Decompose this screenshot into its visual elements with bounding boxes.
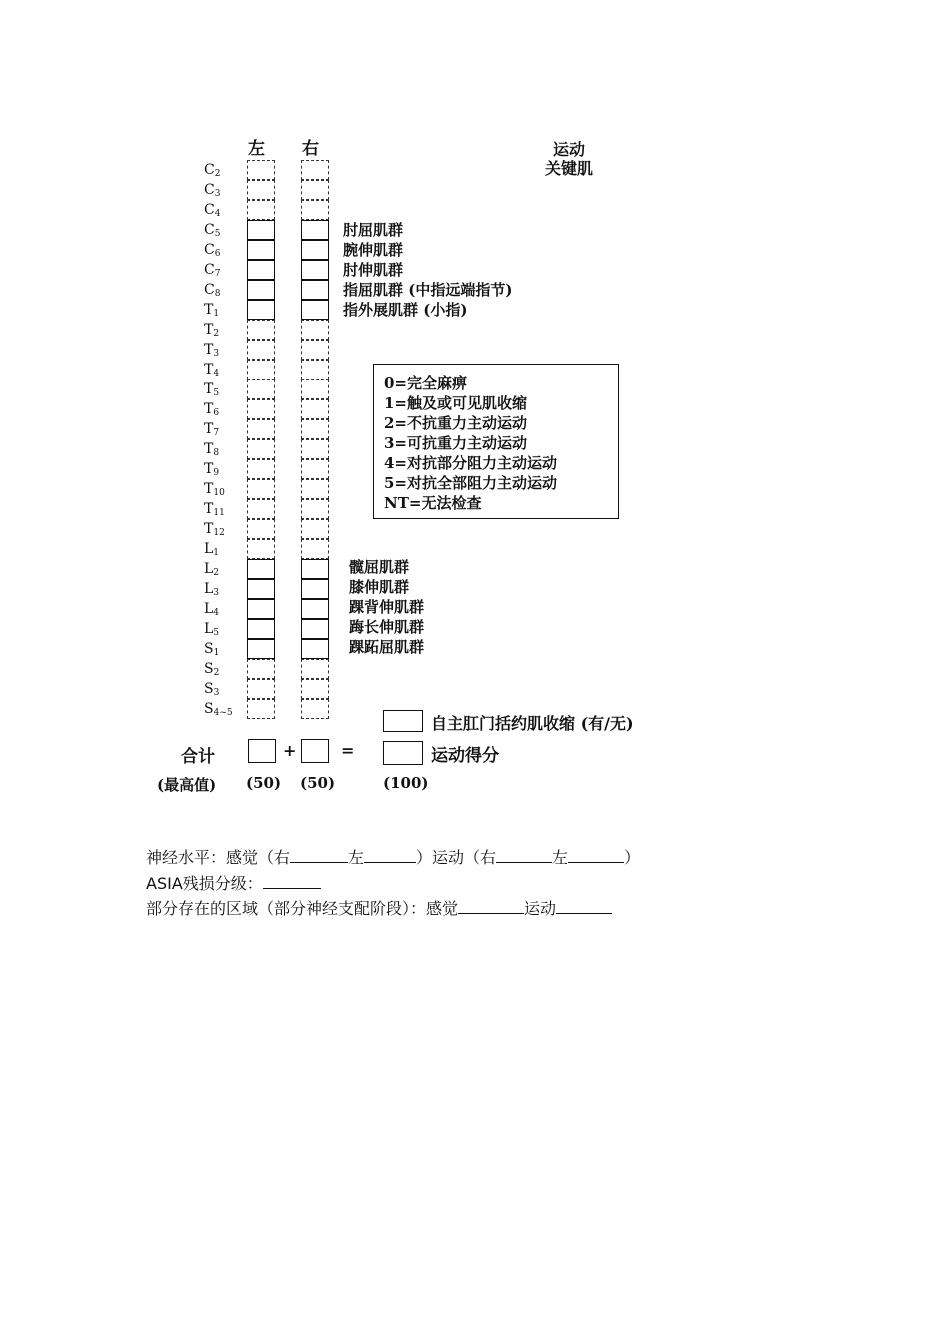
- legend-item: 1=触及或可见肌收缩: [384, 394, 528, 412]
- level-label: $L_3$: [204, 580, 220, 598]
- right-score-cell: [301, 439, 329, 459]
- left-score-cell: [247, 699, 275, 719]
- zpp-motor-blank[interactable]: [556, 897, 612, 914]
- motor-score-label: 运动得分: [431, 746, 499, 766]
- legend-item: 5=对抗全部阻力主动运动: [384, 474, 558, 492]
- legend-item: 0=完全麻痹: [384, 374, 468, 392]
- key-muscle-header: 关键肌: [545, 159, 594, 178]
- key-muscle-lower: 踝跖屈肌群: [349, 638, 425, 656]
- right-score-cell[interactable]: [301, 559, 329, 579]
- right-total-box[interactable]: [301, 739, 329, 763]
- left-score-cell[interactable]: [247, 280, 275, 300]
- right-score-cell[interactable]: [301, 300, 329, 320]
- level-label: $C_6$: [204, 241, 221, 259]
- asia-grade-line: ASIA残损分级：: [146, 872, 321, 896]
- level-label: $T_8$: [204, 441, 220, 459]
- right-score-cell[interactable]: [301, 220, 329, 240]
- left-score-cell[interactable]: [247, 599, 275, 619]
- left-score-cell: [247, 399, 275, 419]
- neuro-level-line: 神经水平：感觉（右 左 ）运动（右 左 ）: [146, 848, 641, 867]
- level-label: $S_2$: [204, 660, 220, 678]
- level-label: $T_2$: [204, 321, 220, 339]
- right-score-cell: [301, 519, 329, 539]
- key-muscle-upper: 腕伸肌群: [343, 241, 404, 259]
- level-label: $T_1$: [204, 301, 220, 319]
- level-label: $T_9$: [204, 461, 220, 479]
- left-score-cell: [247, 539, 275, 559]
- level-label: $S_1$: [204, 640, 220, 658]
- anal-contraction-box[interactable]: [383, 710, 423, 732]
- level-label: $C_4$: [204, 201, 221, 219]
- motor-left-blank[interactable]: [568, 846, 624, 863]
- max-right: (50): [300, 774, 336, 792]
- level-label: $T_5$: [204, 381, 220, 399]
- left-score-cell[interactable]: [247, 639, 275, 659]
- asia-grade-blank[interactable]: [263, 872, 321, 889]
- level-label: $C_8$: [204, 281, 221, 299]
- zpp-sensory-blank[interactable]: [458, 897, 524, 914]
- key-muscle-upper: 指外展肌群 (小指): [343, 301, 468, 319]
- left-score-cell[interactable]: [247, 220, 275, 240]
- level-label: $T_{11}$: [204, 501, 225, 519]
- level-label: $C_2$: [204, 162, 221, 179]
- legend-item: NT=无法检查: [384, 494, 482, 512]
- right-score-cell[interactable]: [301, 619, 329, 639]
- right-score-cell[interactable]: [301, 579, 329, 599]
- level-label: $L_1$: [204, 541, 220, 559]
- left-score-column: [247, 160, 275, 719]
- right-score-cell: [301, 499, 329, 519]
- level-label: $T_{12}$: [204, 521, 225, 539]
- left-score-cell: [247, 340, 275, 360]
- left-score-cell: [247, 499, 275, 519]
- motor-header: 运动: [553, 140, 586, 159]
- right-score-cell: [301, 320, 329, 340]
- anal-contraction-label: 自主肛门括约肌收缩 (有/无): [431, 714, 634, 733]
- right-score-cell[interactable]: [301, 260, 329, 280]
- level-label: $C_5$: [204, 221, 221, 239]
- left-score-cell: [247, 160, 275, 180]
- right-score-cell[interactable]: [301, 240, 329, 260]
- max-total: (100): [383, 774, 429, 792]
- level-label: $L_2$: [204, 561, 220, 578]
- partial-preservation-line: 部分存在的区域（部分神经支配阶段）：感觉 运动: [146, 897, 612, 921]
- left-score-cell[interactable]: [247, 240, 275, 260]
- right-score-cell: [301, 679, 329, 699]
- legend-item: 3=可抗重力主动运动: [384, 434, 528, 452]
- right-score-cell: [301, 360, 329, 380]
- left-score-cell: [247, 180, 275, 200]
- key-muscle-lower: 髋屈肌群: [349, 558, 410, 576]
- left-score-cell: [247, 659, 275, 679]
- max-left: (50): [246, 774, 282, 792]
- left-score-cell: [247, 479, 275, 499]
- left-score-cell[interactable]: [247, 579, 275, 599]
- right-score-cell: [301, 399, 329, 419]
- equals-sign: =: [341, 741, 355, 760]
- right-score-cell: [301, 459, 329, 479]
- level-label: $T_3$: [204, 341, 220, 359]
- right-score-cell: [301, 340, 329, 360]
- right-score-cell[interactable]: [301, 639, 329, 659]
- legend-item: 2=不抗重力主动运动: [384, 414, 528, 432]
- left-header: 左: [248, 139, 265, 159]
- left-score-cell: [247, 679, 275, 699]
- key-muscle-upper: 肘屈肌群: [343, 221, 404, 239]
- sensory-right-blank[interactable]: [290, 846, 348, 863]
- right-score-cell: [301, 180, 329, 200]
- key-muscle-upper: 指屈肌群 (中指远端指节): [343, 281, 513, 299]
- right-score-cell: [301, 539, 329, 559]
- right-score-cell: [301, 659, 329, 679]
- level-label: $S_{4\sim 5}$: [204, 700, 233, 718]
- right-header: 右: [302, 139, 319, 159]
- right-score-cell[interactable]: [301, 280, 329, 300]
- right-score-cell: [301, 479, 329, 499]
- right-score-cell[interactable]: [301, 599, 329, 619]
- left-score-cell: [247, 360, 275, 380]
- left-total-box[interactable]: [248, 739, 276, 763]
- level-label: $L_5$: [204, 620, 220, 638]
- left-score-cell: [247, 459, 275, 479]
- level-label: $T_6$: [204, 401, 220, 419]
- left-score-cell[interactable]: [247, 300, 275, 320]
- right-score-cell: [301, 699, 329, 719]
- right-score-cell: [301, 200, 329, 220]
- right-score-column: [301, 160, 329, 719]
- level-label: $C_3$: [204, 181, 221, 199]
- left-score-cell: [247, 320, 275, 340]
- left-score-cell[interactable]: [247, 619, 275, 639]
- level-label: $C_7$: [204, 261, 221, 279]
- level-label: $L_4$: [204, 600, 220, 618]
- right-score-cell: [301, 379, 329, 399]
- right-score-cell: [301, 160, 329, 180]
- motor-right-blank[interactable]: [496, 846, 552, 863]
- left-score-cell: [247, 439, 275, 459]
- sensory-left-blank[interactable]: [364, 846, 416, 863]
- key-muscle-lower: 踝背伸肌群: [349, 598, 425, 616]
- left-score-cell: [247, 519, 275, 539]
- legend-item: 4=对抗部分阻力主动运动: [384, 454, 558, 472]
- max-label: (最高值): [157, 776, 217, 794]
- level-label: $S_3$: [204, 680, 220, 698]
- left-score-cell: [247, 419, 275, 439]
- plus-sign: +: [283, 741, 297, 760]
- level-label: $T_7$: [204, 421, 220, 439]
- level-label: $T_{10}$: [204, 481, 225, 499]
- level-label: $T_4$: [204, 361, 220, 379]
- right-score-cell: [301, 419, 329, 439]
- left-score-cell: [247, 379, 275, 399]
- key-muscle-lower: 踇长伸肌群: [349, 618, 425, 636]
- left-score-cell[interactable]: [247, 260, 275, 280]
- key-muscle-upper: 肘伸肌群: [343, 261, 404, 279]
- left-score-cell[interactable]: [247, 559, 275, 579]
- grading-legend: [373, 364, 619, 519]
- total-label: 合计: [181, 747, 215, 767]
- left-score-cell: [247, 200, 275, 220]
- motor-score-box[interactable]: [383, 741, 423, 765]
- key-muscle-lower: 膝伸肌群: [349, 578, 410, 596]
